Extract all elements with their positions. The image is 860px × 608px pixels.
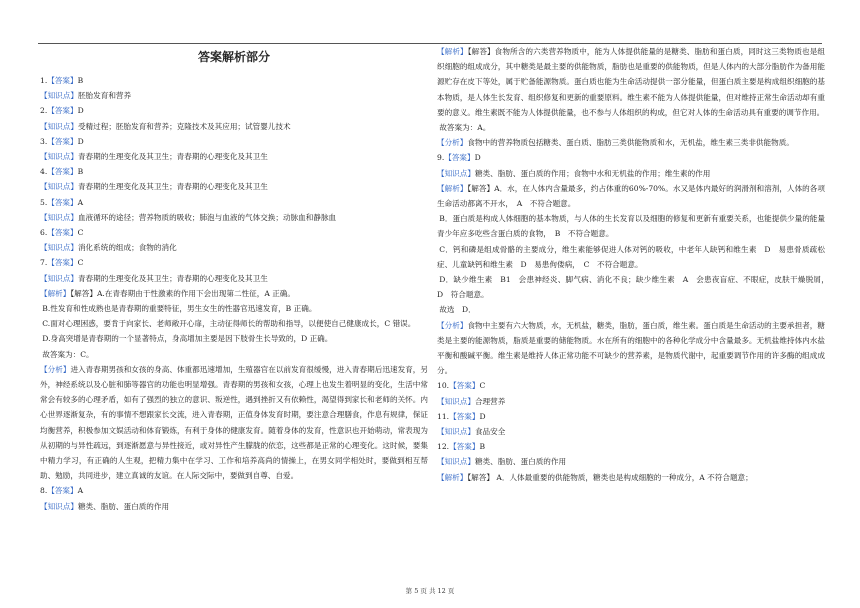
question-number: 11. (437, 411, 450, 421)
question-number: 8. (40, 486, 48, 496)
tagged-paragraph (40, 240, 428, 255)
paragraph-tag: 【知识点】 (40, 501, 78, 511)
paragraph-tag: 【解析】 (437, 47, 468, 56)
question-number: 6. (40, 228, 48, 238)
paragraph-text: 消化系统的组成；食物的消化 (77, 243, 177, 253)
paragraph-text: 青春期的生理变化及其卫生；青春期的心理变化及其卫生 (77, 152, 268, 162)
tagged-paragraph (437, 181, 825, 211)
text-paragraph: D.身高突增是青春期的一个显著特点，身高增加主要是因下肢骨生长导致的，D 正确。 (42, 334, 333, 344)
tagged-paragraph (40, 88, 428, 103)
answer-tag: 【答案】 (47, 106, 78, 116)
answer-tag: 【答案】 (47, 197, 78, 207)
question-number: 9. (437, 153, 445, 163)
answer-value: D (77, 106, 84, 116)
answer-line (40, 164, 428, 179)
tagged-paragraph (40, 286, 428, 301)
answer-value: D (474, 153, 481, 163)
text-paragraph: C.面对心理困惑，要肯于向家长、老师敞开心扉，主动征得师长的帮助和指导，以便使自己健康成长，C 错误。 (42, 319, 416, 329)
paragraph-text: 胚胎发育和营养 (77, 91, 132, 101)
paragraph-text: 【解答】A.在青春期由于性激素的作用下会出现第二性征，A 正确。 (70, 288, 295, 298)
paragraph-text: 青春期的生理变化及其卫生；青春期的心理变化及其卫生 (77, 273, 268, 283)
paragraph-tag: 【知识点】 (437, 168, 475, 178)
answer-tag: 【答案】 (47, 76, 78, 85)
paragraph-tag: 【知识点】 (40, 243, 78, 253)
paragraph-text: 【解答】 A．人体最重要的供能物质，糖类也是构成细胞的一种成分，A 不符合题意； (467, 472, 753, 482)
answer-line (40, 134, 428, 149)
answer-value: A (77, 486, 84, 496)
paragraph-tag: 【知识点】 (40, 152, 78, 162)
answer-value: B (77, 167, 84, 177)
question-number: 1. (40, 76, 48, 85)
text-paragraph: D．缺少维生素 B1 会患神经炎、脚气病、消化不良；缺少维生素 A 会患夜盲症、不眼症，皮肤干燥脱屑， D 符合题意。 (437, 275, 833, 300)
right-column (437, 44, 833, 485)
paragraph-tag: 【解析】 (437, 183, 468, 193)
answer-tag: 【答案】 (449, 381, 480, 391)
paragraph-text: 糖类、脂肪、蛋白质的作用；食物中水和无机盐的作用；维生素的作用 (474, 168, 711, 178)
tagged-paragraph (437, 318, 825, 379)
answer-line (437, 409, 825, 424)
section-title: 答案解析部分 (197, 50, 270, 64)
text-paragraph: C．钙和磷是组成骨骼的主要成分，维生素能够促进人体对钙的吸收，中老年人缺钙和维生素 D 易患骨质疏松症、儿童缺钙和维生素 D 易患佝偻病， C 不符合题意。 (437, 244, 825, 269)
text-paragraph: B.性发育和性成熟也是青春期的重要特征，男生女生的性器官迅速发育，B 正确。 (42, 304, 317, 314)
answer-tag: 【答案】 (47, 486, 78, 496)
answer-line (40, 225, 428, 240)
answer-line (437, 150, 825, 165)
tagged-paragraph (437, 394, 825, 409)
tagged-paragraph (40, 499, 428, 514)
left-column-body (40, 73, 428, 514)
paragraph-tag: 【分析】 (437, 320, 468, 330)
tagged-paragraph (40, 119, 428, 134)
tagged-paragraph (437, 454, 825, 469)
paragraph-tag: 【分析】 (40, 364, 71, 374)
question-number: 2. (40, 106, 48, 116)
paragraph-text: 食品安全 (474, 427, 506, 437)
answer-line (40, 73, 428, 88)
paragraph-text: 受精过程；胚胎发育和营养；克隆技术及其应用；试管婴儿技术 (77, 121, 291, 131)
paragraph-tag: 【知识点】 (437, 396, 475, 406)
paragraph-text: 食物中主要有六大物质，水，无机盐，糖类，脂肪，蛋白质，维生素。蛋白质是生命活动的主要承担者，糖类是主要的能源物质，脂质是重要的储能物质。水在所有的细胞中的各种化学成分中含量最多。无机盐维持体内水盐平衡和酸碱平衡。维生素是维持人体正常功能不可缺少的营养素，是物质代谢中，起重要调节作用的许多酶的组成成分。 (437, 320, 825, 376)
right-column-body (437, 44, 833, 485)
left-column (40, 44, 428, 514)
answer-value: C (479, 381, 486, 391)
answer-value: D (479, 411, 486, 421)
answer-tag: 【答案】 (47, 167, 78, 177)
paragraph-tag: 【知识点】 (40, 91, 78, 101)
text-paragraph: 故答案为：A。 (439, 123, 491, 133)
tagged-paragraph (40, 149, 428, 164)
paragraph-text: 【解答】A．水，在人体内含量最多，约占体重的60%-70%。水又是体内最好的润滑剂和溶剂，人体的各项生命活动都离不开水， A 不符合题意。 (437, 183, 825, 209)
paragraph-tag: 【解析】 (40, 288, 71, 298)
answer-line (40, 255, 428, 270)
answer-tag: 【答案】 (449, 442, 480, 452)
paragraph-tag: 【知识点】 (40, 212, 78, 222)
text-paragraph: 故答案为：C。 (42, 349, 94, 359)
tagged-paragraph (40, 362, 428, 484)
paragraph-text: 食物中的营养物质包括糖类、蛋白质、脂肪三类供能物质和水，无机盐，维生素三类非供能物质。 (467, 138, 794, 148)
paragraph-text: 糖类、脂肪、蛋白质的作用 (474, 457, 567, 467)
paragraph-tag: 【知识点】 (437, 457, 475, 467)
answer-tag: 【答案】 (47, 258, 78, 268)
paragraph-tag: 【知识点】 (40, 121, 78, 131)
paragraph-text: 糖类、脂肪、蛋白质的作用 (77, 501, 170, 511)
answer-value: C (77, 258, 84, 268)
answer-value: B (77, 76, 84, 85)
answer-line (437, 439, 825, 454)
question-number: 4. (40, 167, 48, 177)
question-number: 7. (40, 258, 48, 268)
tagged-paragraph (40, 271, 428, 286)
paragraph-tag: 【知识点】 (40, 182, 78, 192)
answer-tag: 【答案】 (47, 136, 78, 146)
tagged-paragraph (40, 179, 428, 194)
question-number: 3. (40, 136, 48, 146)
answer-value: C (77, 228, 84, 238)
question-number: 12. (437, 442, 450, 452)
question-number: 10. (437, 381, 450, 391)
answer-tag: 【答案】 (444, 153, 475, 163)
page-footer: 第 5 页 共 12 页 (405, 587, 455, 595)
paragraph-tag: 【分析】 (437, 138, 468, 148)
tagged-paragraph (437, 166, 825, 181)
answer-tag: 【答案】 (449, 411, 480, 421)
paragraph-text: 合理营养 (474, 396, 506, 406)
tagged-paragraph (437, 424, 825, 439)
answer-value: B (479, 442, 486, 452)
tagged-paragraph (437, 470, 825, 485)
paragraph-text: 血液循环的途径；营养物质的吸收；肺泡与血液的气体交换；动脉血和静脉血 (77, 212, 337, 222)
question-number: 5. (40, 197, 48, 207)
tagged-paragraph (437, 44, 825, 120)
paragraph-tag: 【解析】 (437, 472, 468, 482)
text-paragraph: 故选 D． (439, 305, 476, 315)
paragraph-tag: 【知识点】 (40, 273, 78, 283)
answer-tag: 【答案】 (47, 228, 78, 238)
answer-line (40, 195, 428, 210)
answer-line (437, 378, 825, 393)
text-paragraph: B．蛋白质是构成人体细胞的基本物质，与人体的生长发育以及细胞的修复和更新有重要关系，也能提供少量的能量青少年应多吃些含蛋白质的食物， B 不符合题意。 (437, 214, 825, 239)
answer-line (40, 483, 428, 498)
tagged-paragraph (40, 210, 428, 225)
answer-line (40, 103, 428, 118)
answer-value: A (77, 197, 84, 207)
paragraph-text: 青春期的生理变化及其卫生；青春期的心理变化及其卫生 (77, 182, 268, 192)
paragraph-tag: 【知识点】 (437, 427, 475, 437)
answer-value: D (77, 136, 84, 146)
tagged-paragraph (437, 135, 825, 150)
paragraph-text: 进入青春期男孩和女孩的身高、体重都迅速增加，生殖器官在以前发育很缓慢，进入青春期后迅速发育，另外，神经系统以及心脏和肺等器官的功能也明显增强。青春期的男孩和女孩，心理上也发生着明显的变化，生活中常常会有较多的心理矛盾，如有了强烈的独立的意识、叛逆性，遇到挫折又有依赖性，渴望得到家长和老师的关怀。内心世界逐渐复杂，有的事情不想跟家长交流，进入青春期，正值身体发育时期，要注意合理膳食，作息有规律，保证均衡营养，积极参加文娱活动和体育锻炼，有利于身体的健康发育。随着身体的发育，性意识也开始萌动，常表现为从初期的与异性疏远，到逐渐愿意与异性接近，或对异性产生朦胧的依恋，这些都是正常的心理变化。这时候，要集中精力学习，有正确的人生观，把精力集中在学习、工作和培养高尚的情操上，在男女同学相处时，要做到相互帮助、勉励，共同进步，建立真诚的友谊。在人际交际中，要做到自尊、自爱。 (40, 364, 428, 481)
paragraph-text: 【解答】食物所含的六类营养物质中，能为人体提供能量的是糖类、脂肪和蛋白质，同时这三类物质也是组织细胞的组成成分，其中糖类是最主要的供能物质，脂肪也是重要的供能物质，但是人体内的大部分脂肪作为备用能源贮存在皮下等处，属于贮备能源物质。蛋白质也能为生命活动提供一部分能量，但蛋白质主要是构成组织细胞的基本物质，是人体生长发育、组织修复和更新的重要原料。维生素不能为人体提供能量，但对维持正常生命活动却有重要的意义。维生素既不能为人体提供能量，也不参与人体组织的构成，但它对人体的生命活动具有重要的调节作用。 (437, 47, 826, 117)
